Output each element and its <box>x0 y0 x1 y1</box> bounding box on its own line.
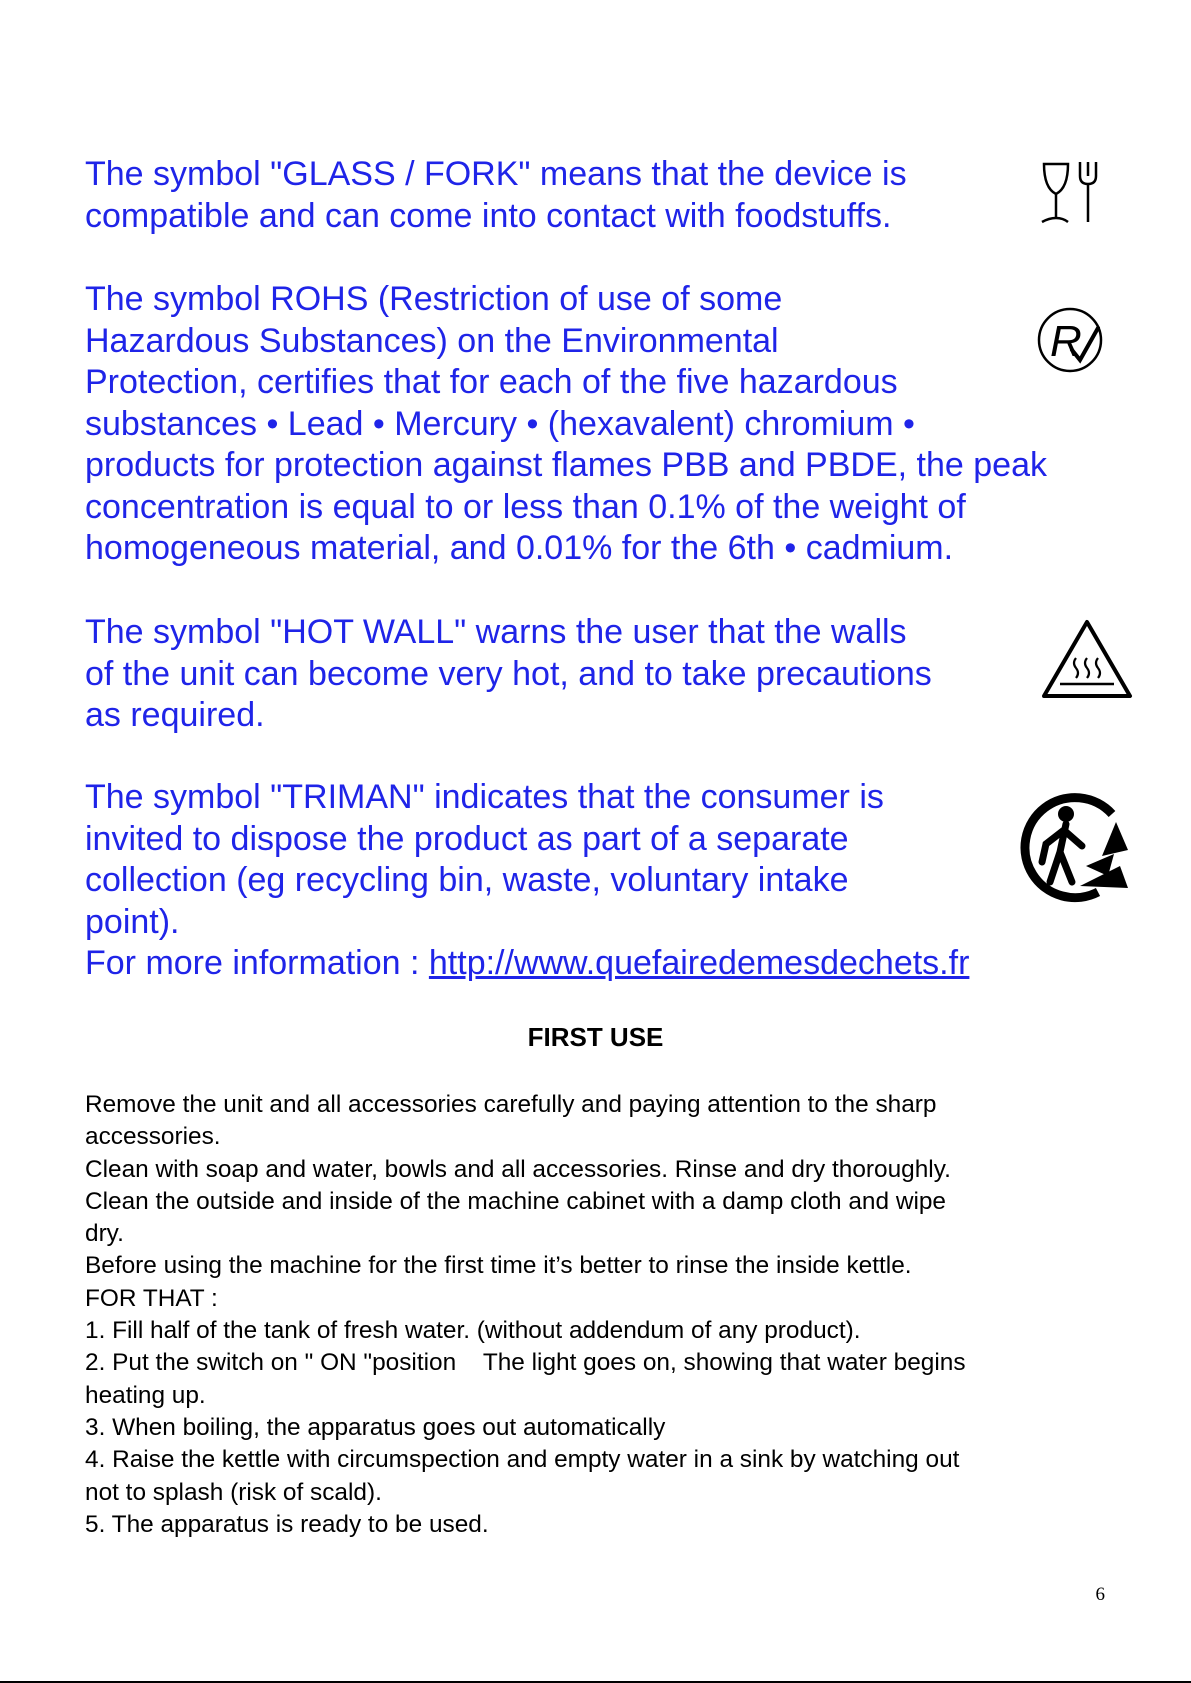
rohs-line: Protection, certifies that for each of the five hazardous <box>85 363 898 401</box>
first-use-step: 1. Fill half of the tank of fresh water. (without addendum of any product). <box>85 1317 861 1345</box>
first-use-step: 5. The apparatus is ready to be used. <box>85 1510 489 1538</box>
hot-wall-line: as required. <box>85 696 265 734</box>
first-use-line: Clean the outside and inside of the machine cabinet with a damp cloth and wipe <box>85 1187 946 1215</box>
rohs-line: concentration is equal to or less than 0.1% of the weight of <box>85 487 966 526</box>
first-use-step: 2. Put the switch on " ON "position The light goes on, showing that water begins <box>85 1349 966 1377</box>
first-use-step: not to splash (risk of scald). <box>85 1478 382 1506</box>
first-use-line: FOR THAT : <box>85 1284 218 1312</box>
hot-wall-line: The symbol "HOT WALL" warns the user that the walls <box>85 613 907 651</box>
more-info-link[interactable]: http://www.quefairedemesdechets.fr <box>428 944 970 982</box>
first-use-step: heating up. <box>85 1381 206 1409</box>
triman-icon <box>1016 792 1134 904</box>
triman-line: The symbol "TRIMAN" indicates that the consumer is <box>85 778 884 816</box>
rohs-line: Hazardous Substances) on the Environmental <box>85 321 779 360</box>
first-use-heading: FIRST USE <box>527 1022 664 1052</box>
rohs-line: homogeneous material, and 0.01% for the 6th • cadmium. <box>85 529 954 567</box>
triman-line: point). <box>85 902 180 941</box>
rohs-icon-letter: R <box>1050 317 1082 366</box>
page-number: 6 <box>1095 1584 1105 1605</box>
first-use-step: 3. When boiling, the apparatus goes out automatically <box>85 1413 666 1441</box>
rohs-section <box>85 279 1047 570</box>
hot-wall-section <box>85 612 932 737</box>
first-use-body <box>85 1089 1125 1541</box>
glass-fork-icon <box>1038 160 1102 226</box>
first-use-step: 4. Raise the kettle with circumspection and empty water in a sink by watching out <box>85 1446 960 1474</box>
hot-wall-line: of the unit can become very hot, and to take precautions <box>85 654 932 693</box>
first-use-line: Clean with soap and water, bowls and all accessories. Rinse and dry thoroughly. <box>85 1155 951 1183</box>
glass-fork-section <box>85 154 907 237</box>
rohs-line: products for protection against flames PBB and PBDE, the peak <box>85 446 1047 484</box>
glass-fork-line: compatible and can come into contact with foodstuffs. <box>85 196 892 235</box>
triman-section <box>85 777 969 985</box>
first-use-line: Before using the machine for the first time it’s better to rinse the inside kettle. <box>85 1252 912 1280</box>
more-info-line <box>85 943 969 985</box>
triman-line: invited to dispose the product as part of a separate <box>85 819 849 858</box>
first-use-line: Remove the unit and all accessories carefully and paying attention to the sharp <box>85 1091 937 1118</box>
first-use-line: dry. <box>85 1220 124 1248</box>
glass-fork-line: The symbol "GLASS / FORK" means that the device is <box>85 155 907 193</box>
rohs-line: The symbol ROHS (Restriction of use of some <box>85 280 783 318</box>
rohs-icon <box>1036 306 1104 374</box>
hot-surface-icon <box>1040 618 1134 700</box>
rohs-line: substances • Lead • Mercury • (hexavalent) chromium • <box>85 404 915 443</box>
triman-line: collection (eg recycling bin, waste, voluntary intake <box>85 861 849 899</box>
more-info-label: For more information : <box>85 944 429 982</box>
first-use-line: accessories. <box>85 1123 221 1151</box>
